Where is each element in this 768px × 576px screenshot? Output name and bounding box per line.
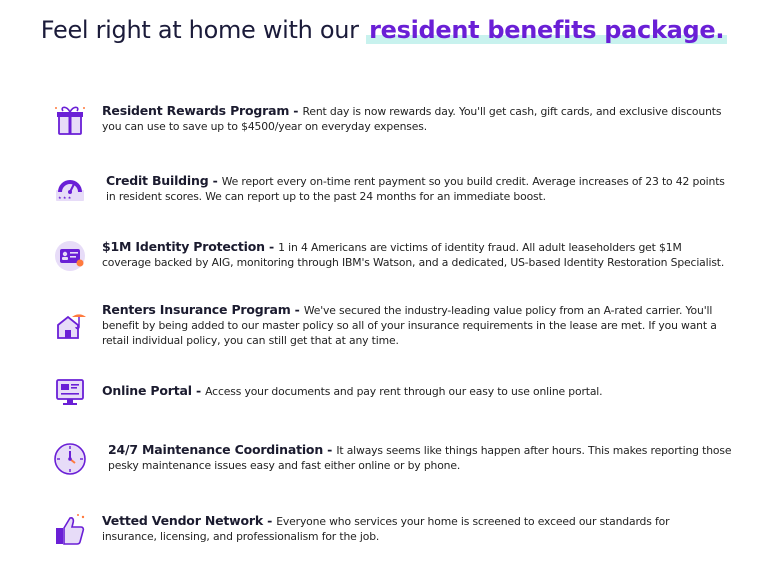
house-umbrella-icon — [52, 307, 88, 343]
svg-text:★ ★ ★: ★ ★ ★ — [58, 195, 72, 200]
headline-text: Feel right at home with our — [40, 16, 367, 44]
benefit-identity-protection — [0, 238, 768, 288]
benefit-title: Renters Insurance Program - — [102, 302, 304, 317]
benefit-title: 24/7 Maintenance Coordination - — [108, 442, 337, 457]
headline-highlight: resident benefits package. — [366, 16, 727, 44]
benefit-text — [106, 173, 731, 204]
benefit-title: Online Portal - — [102, 383, 206, 398]
benefit-maintenance-coordination — [0, 441, 768, 491]
monitor-portal-icon — [52, 374, 88, 410]
thumbs-up-icon — [52, 512, 88, 548]
benefit-text — [102, 302, 727, 348]
benefit-title: Vetted Vendor Network - — [102, 513, 277, 528]
benefit-text — [102, 103, 727, 134]
benefit-title: $1M Identity Protection - — [102, 239, 279, 254]
benefit-renters-insurance — [0, 301, 768, 351]
benefit-description: Everyone who services your home is screened to exceed our standards for insurance, licensing, and professionalism for the job. — [102, 515, 670, 543]
benefit-text — [102, 513, 727, 544]
benefit-text — [102, 239, 727, 270]
benefit-resident-rewards — [0, 102, 768, 152]
benefit-description: 1 in 4 Americans are victims of identity fraud. All adult leaseholders get $1M coverage backed by AIG, monitoring through IBM's Watson, and a dedicated, US-based Identity Restoration Specialist. — [102, 241, 725, 269]
benefit-text — [102, 383, 727, 399]
benefit-title: Resident Rewards Program - — [102, 103, 303, 118]
benefit-description: It always seems like things happen after hours. This makes reporting those pesky maintenance issues easy and fast either online or by phone. — [108, 444, 732, 472]
clock-icon — [52, 441, 88, 477]
benefit-description: We report every on-time rent payment so you build credit. Average increases of 23 to 42 points in resident scores. We can report up to the past 24 months for an immediate boost. — [106, 175, 725, 203]
benefit-text — [108, 442, 733, 473]
page-headline — [0, 16, 768, 44]
benefit-description: Rent day is now rewards day. You'll get cash, gift cards, and exclusive discounts you can use to save up to $4500/year on everyday expenses. — [102, 105, 722, 133]
benefit-title: Credit Building - — [106, 173, 222, 188]
benefit-credit-building — [0, 172, 768, 222]
benefit-description: Access your documents and pay rent through our easy to use online portal. — [205, 385, 603, 398]
benefit-online-portal — [0, 382, 768, 432]
benefit-description: We've secured the industry-leading value policy from an A-rated carrier. You'll benefit by being added to our master policy so all of your insurance requirements in the lease are met. If you want a retail individual policy, you can still get that at any time. — [102, 304, 717, 347]
gift-icon — [52, 102, 88, 138]
benefit-vetted-vendor — [0, 512, 768, 562]
credit-gauge-icon — [52, 172, 88, 208]
identity-card-icon — [52, 238, 88, 274]
